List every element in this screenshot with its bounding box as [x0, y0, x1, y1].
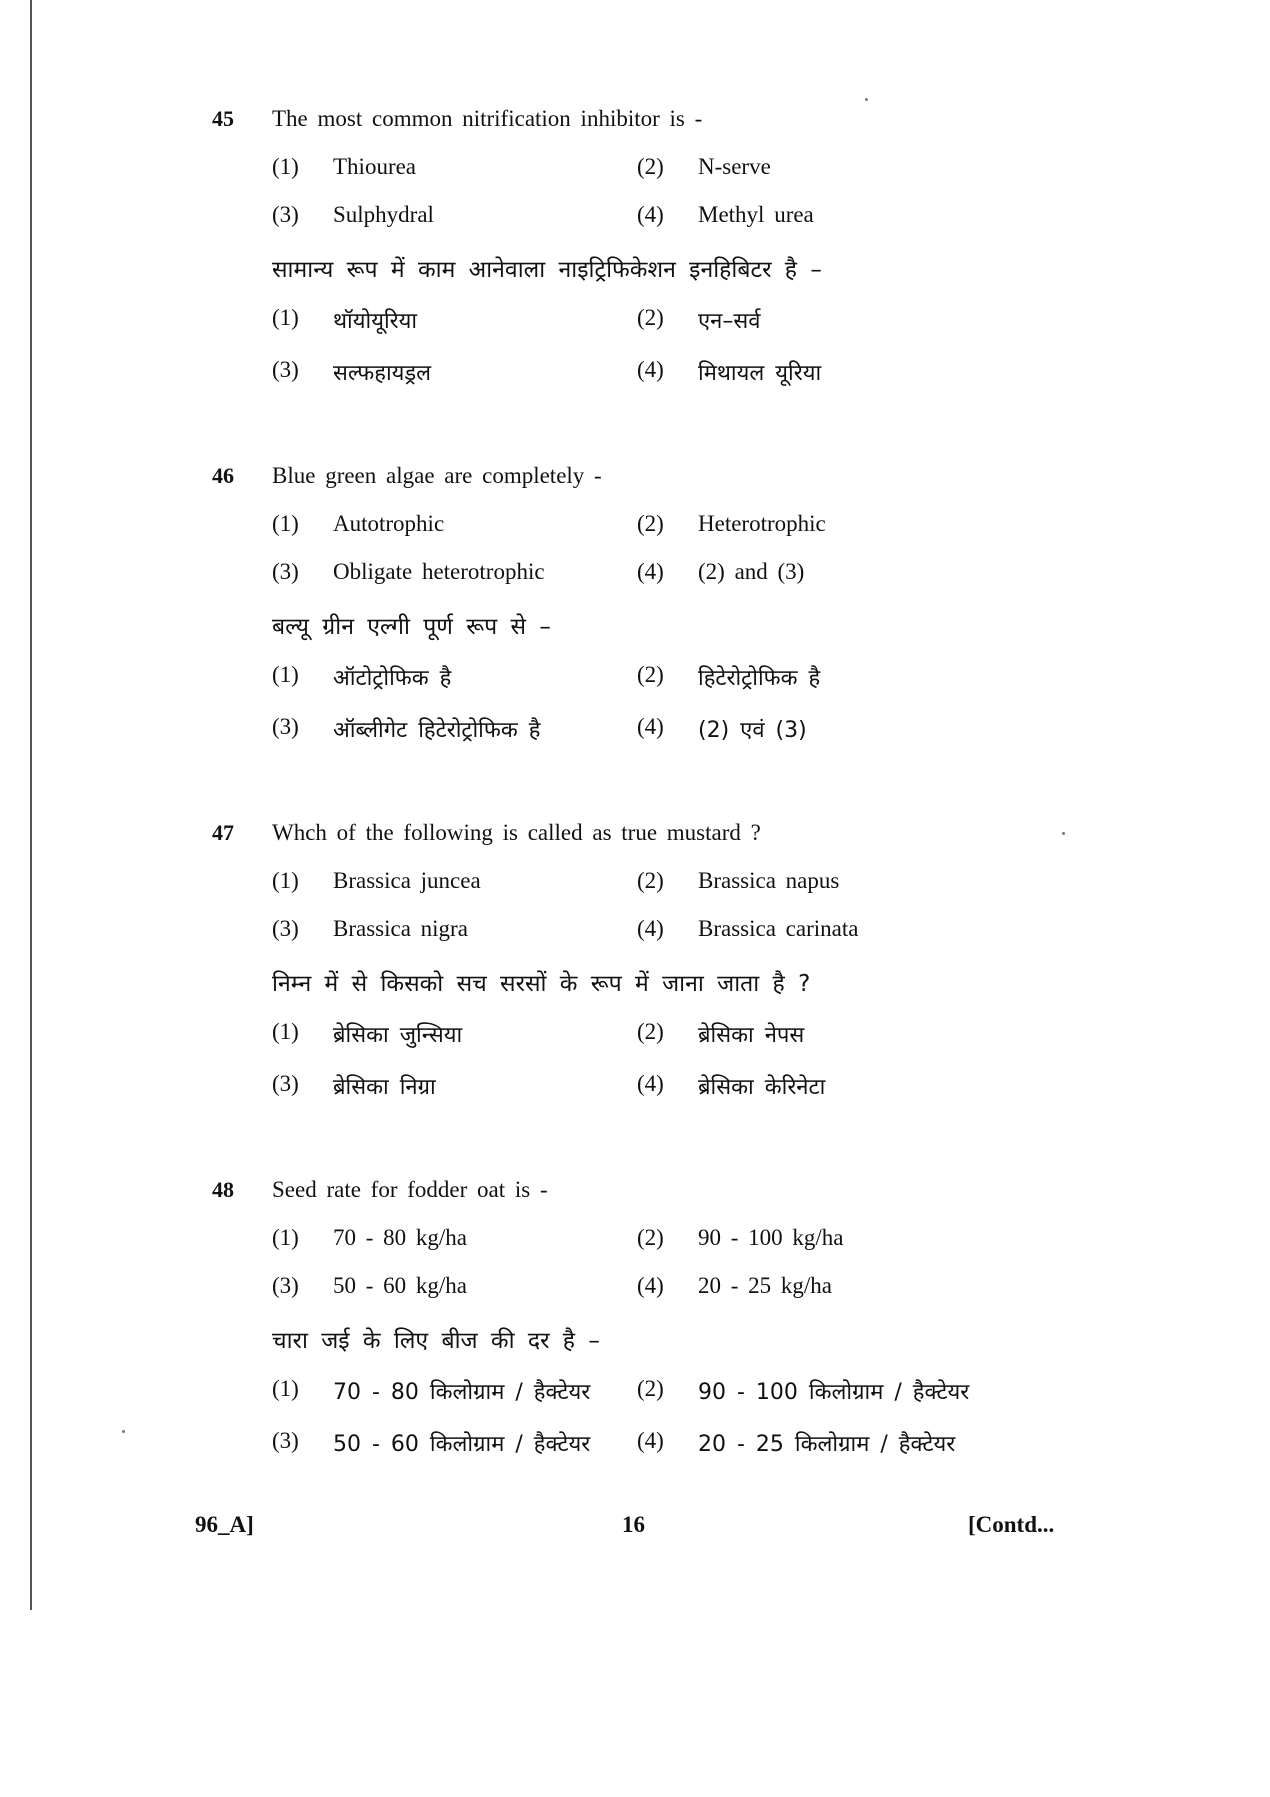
question-text-hi: चारा जई के लिए बीज की दर है –	[272, 1328, 600, 1354]
option-label: (3)	[272, 559, 299, 584]
option-text-en: 90 - 100 kg/ha	[698, 1225, 844, 1250]
question-text-en: The most common nitrification inhibitor is -	[272, 106, 703, 131]
option-label: (2)	[637, 1376, 664, 1401]
option-text-hi: ऑब्लीगेट हिटेरोट्रोफिक है	[333, 718, 541, 743]
option-label: (2)	[637, 868, 664, 893]
option-text-hi: ब्रेसिका निग्रा	[333, 1075, 436, 1100]
question-number: 45	[212, 106, 234, 131]
scan-speck	[1062, 832, 1065, 835]
paper-code: 96_A]	[195, 1512, 254, 1537]
option-label: (1)	[272, 868, 299, 893]
option-label: (4)	[637, 202, 664, 227]
option-label: (1)	[272, 154, 299, 179]
option-text-hi: (2) एवं (3)	[698, 718, 807, 743]
option-text-en: Heterotrophic	[698, 511, 826, 536]
option-label: (2)	[637, 1225, 664, 1250]
question-number: 48	[212, 1177, 234, 1202]
option-label: (4)	[637, 1273, 664, 1298]
option-text-hi: एन–सर्व	[698, 309, 761, 334]
option-text-en: 50 - 60 kg/ha	[333, 1273, 468, 1298]
option-text-en: Thiourea	[333, 154, 417, 179]
option-text-en: 20 - 25 kg/ha	[698, 1273, 833, 1298]
option-row	[0, 714, 1270, 754]
continued-label: [Contd...	[968, 1512, 1055, 1537]
option-text-hi: 50 - 60 किलोग्राम / हैक्टेयर	[333, 1432, 591, 1457]
option-label: (1)	[272, 305, 299, 330]
option-row	[0, 1225, 1270, 1265]
option-label: (2)	[637, 1019, 664, 1044]
question-text-hi: सामान्य रूप में काम आनेवाला नाइट्रिफिकेशन इनहिबिटर है –	[272, 257, 822, 283]
option-row	[0, 154, 1270, 194]
option-text-en: Brassica napus	[698, 868, 840, 893]
option-row	[0, 559, 1270, 599]
option-text-en: Sulphydral	[333, 202, 434, 227]
option-row	[0, 1273, 1270, 1313]
option-label: (1)	[272, 511, 299, 536]
option-label: (2)	[637, 305, 664, 330]
option-row	[0, 916, 1270, 956]
option-label: (4)	[637, 1071, 664, 1096]
option-row	[0, 1376, 1270, 1416]
question-text-en: Whch of the following is called as true mustard ?	[272, 820, 761, 845]
option-text-hi: ब्रेसिका केरिनेटा	[698, 1075, 826, 1100]
option-text-en: Brassica juncea	[333, 868, 481, 893]
option-label: (3)	[272, 1071, 299, 1096]
option-text-hi: सल्फहायड्रल	[333, 361, 432, 386]
option-text-en: Obligate heterotrophic	[333, 559, 545, 584]
option-label: (3)	[272, 714, 299, 739]
option-row	[0, 305, 1270, 345]
option-label: (2)	[637, 511, 664, 536]
option-label: (2)	[637, 662, 664, 687]
option-label: (4)	[637, 916, 664, 941]
option-text-hi: 20 - 25 किलोग्राम / हैक्टेयर	[698, 1432, 956, 1457]
scan-speck	[865, 98, 868, 101]
option-label: (4)	[637, 357, 664, 382]
question-text-en: Seed rate for fodder oat is -	[272, 1177, 548, 1202]
option-text-hi: ऑटोट्रोफिक है	[333, 666, 452, 691]
question-text-hi: निम्न में से किसको सच सरसों के रूप में जाना जाता है ?	[272, 971, 811, 997]
option-row	[0, 511, 1270, 551]
option-text-hi: हिटेरोट्रोफिक है	[698, 666, 821, 691]
option-label: (4)	[637, 559, 664, 584]
option-text-en: (2) and (3)	[698, 559, 805, 584]
option-label: (4)	[637, 714, 664, 739]
option-text-en: Autotrophic	[333, 511, 445, 536]
option-text-en: 70 - 80 kg/ha	[333, 1225, 468, 1250]
option-row	[0, 1428, 1270, 1468]
option-label: (2)	[637, 154, 664, 179]
option-text-en: Methyl urea	[698, 202, 814, 227]
option-label: (1)	[272, 1225, 299, 1250]
question-text-hi: बल्यू ग्रीन एल्गी पूर्ण रूप से –	[272, 614, 551, 640]
question-number: 47	[212, 820, 234, 845]
option-text-en: N-serve	[698, 154, 771, 179]
question-number: 46	[212, 463, 234, 488]
option-label: (1)	[272, 1376, 299, 1401]
option-row	[0, 662, 1270, 702]
option-text-hi: 70 - 80 किलोग्राम / हैक्टेयर	[333, 1380, 591, 1405]
option-label: (1)	[272, 1019, 299, 1044]
option-label: (3)	[272, 357, 299, 382]
option-label: (3)	[272, 202, 299, 227]
question-text-en: Blue green algae are completely -	[272, 463, 602, 488]
option-text-en: Brassica carinata	[698, 916, 859, 941]
option-row	[0, 357, 1270, 397]
option-label: (1)	[272, 662, 299, 687]
scan-speck	[122, 1430, 125, 1433]
option-row	[0, 868, 1270, 908]
option-label: (3)	[272, 1428, 299, 1453]
page-number: 16	[622, 1512, 645, 1537]
option-row	[0, 1019, 1270, 1059]
option-text-hi: 90 - 100 किलोग्राम / हैक्टेयर	[698, 1380, 970, 1405]
option-text-hi: थॉयोयूरिया	[333, 309, 418, 334]
option-text-hi: ब्रेसिका नेपस	[698, 1023, 805, 1048]
option-label: (3)	[272, 916, 299, 941]
option-row	[0, 1071, 1270, 1111]
option-row	[0, 202, 1270, 242]
option-text-en: Brassica nigra	[333, 916, 468, 941]
option-label: (3)	[272, 1273, 299, 1298]
option-text-hi: मिथायल यूरिया	[698, 361, 822, 386]
option-text-hi: ब्रेसिका जुन्सिया	[333, 1023, 463, 1048]
option-label: (4)	[637, 1428, 664, 1453]
